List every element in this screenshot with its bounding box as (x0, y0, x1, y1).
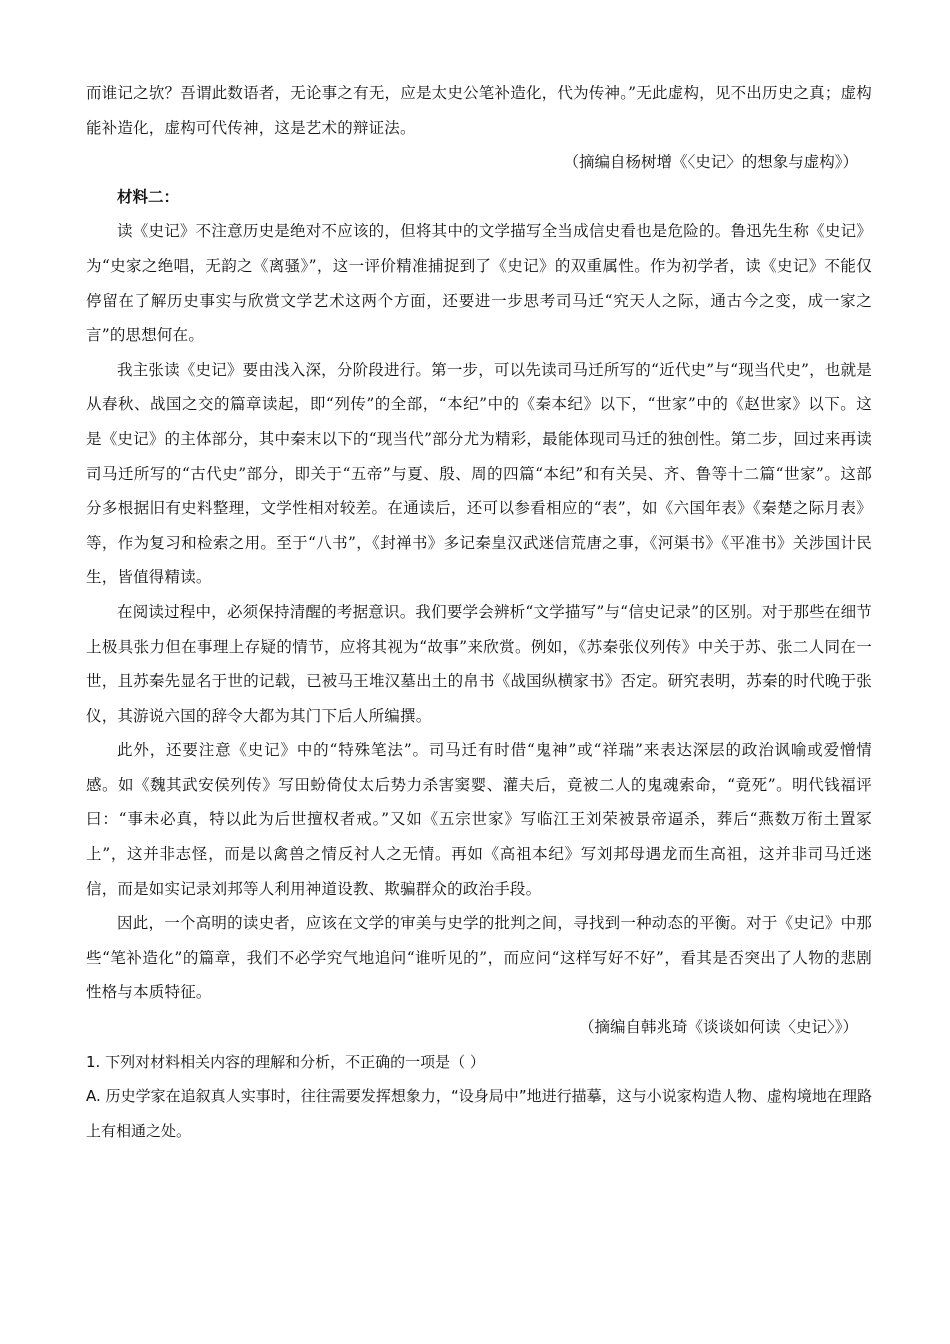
material1-closing-paragraph: 而谁记之欤？吾谓此数语者，无论事之有无，应是太史公笔补造化，代为传神。”无此虚构，见不出历史之真；虚构能补造化，虚构可代传神，这是艺术的辩证法。 (86, 84, 872, 137)
material2-paragraph-1: 读《史记》不注意历史是绝对不应该的，但将其中的文学描写全当成信史看也是危险的。鲁迅先生称《史记》为“史家之绝唱，无韵之《离骚》”，这一评价精准捕捉到了《史记》的双重属性。作为初学者，读《史记》不能仅停留在了解历史事实与欣赏文学艺术这两个方面，还要进一步思考司马迁“究天人之际，通古今之变，成一家之言”的思想何在。 (86, 222, 872, 345)
material1-citation: （摘编自杨树增《〈史记〉的想象与虚构》） (563, 153, 858, 172)
question-1-option-a: A. 历史学家在追叙真人实事时，往往需要发挥想象力，“设身局中”地进行描摹，这与小说家构造人物、虚构境地在理路上有相通之处。 (86, 1087, 872, 1140)
document-page (86, 76, 872, 1148)
material2-paragraph-2: 我主张读《史记》要由浅入深，分阶段进行。第一步，可以先读司马迁所写的“近代史”与“现当代史”，也就是从春秋、战国之交的篇章读起，即“列传”的全部，“本纪”中的《秦本纪》以下，“世家”中的《赵世家》以下。这是《史记》的主体部分，其中秦末以下的“现当代”部分尤为精彩，最能体现司马迁的独创性。第二步，回过来再读司马迁所写的“古代史”部分，即关于“五帝”与夏、殷、周的四篇“本纪”和有关吴、齐、鲁等十二篇“世家”。这部分多根据旧有史料整理，文学性相对较差。在通读后，还可以参看相应的“表”，如《六国年表》《秦楚之际月表》等，作为复习和检索之用。至于“八书”，《封禅书》多记秦皇汉武迷信荒唐之事，《河渠书》《平准书》关涉国计民生，皆值得精读。 (86, 360, 872, 587)
material2-paragraph-5: 因此，一个高明的读史者，应该在文学的审美与史学的批判之间，寻找到一种动态的平衡。对于《史记》中那些“笔补造化”的篇章，我们不必学究气地追问“谁听见的”，而应问“这样写好不好”，看其是否突出了人物的悲剧性格与本质特征。 (86, 914, 872, 1002)
material2-paragraph-3: 在阅读过程中，必须保持清醒的考据意识。我们要学会辨析“文学描写”与“信史记录”的区别。对于那些在细节上极具张力但在事理上存疑的情节，应将其视为“故事”来欣赏。例如，《苏秦张仪列传》中关于苏、张二人同在一世，且苏秦先显名于世的记载，已被马王堆汉墓出土的帛书《战国纵横家书》否定。研究表明，苏秦的时代晚于张仪，其游说六国的辞令大都为其门下后人所编撰。 (86, 602, 872, 725)
material2-heading: 材料二： (117, 186, 180, 206)
question-1-stem: 1. 下列对材料相关内容的理解和分析，不正确的一项是（ ） (86, 1052, 485, 1071)
material2-citation: （摘编自韩兆琦《谈谈如何读〈史记〉》） (578, 1018, 858, 1037)
material2-paragraph-4: 此外，还要注意《史记》中的“特殊笔法”。司马迁有时借“鬼神”或“祥瑞”来表达深层的政治讽喻或爱憎情感。如《魏其武安侯列传》写田蚡倚仗太后势力杀害窦婴、灌夫后，竟被二人的鬼魂索命，“竟死”。明代钱福评曰：“事未必真，特以此为后世擅权者戒。”又如《五宗世家》写临江王刘荣被景帝逼杀，葬后“燕数万衔土置冢上”，这并非志怪，而是以禽兽之情反衬人之无情。再如《高祖本纪》写刘邦母遇龙而生高祖，这并非司马迁迷信，而是如实记录刘邦等人利用神道设教、欺骗群众的政治手段。 (86, 741, 872, 898)
